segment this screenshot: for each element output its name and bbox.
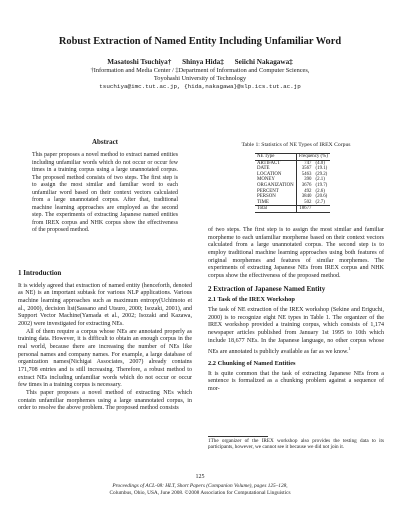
author-emails: tsuchiya@imc.tut.ac.jp, {hida,nakagawa}@slp.ics.tut.ac.jp bbox=[99, 83, 301, 90]
total-value: 18677 bbox=[296, 206, 313, 213]
abstract-text: This paper proposes a novel method to extract named entities including unfamiliar words which do not occur or occur few times in a training corpus using a large unannotated corpus. The proposed method consists of two steps. The first step is to assign the most similar and familiar word to each unfamiliar word based on their context vectors calculated from a large unannotated corpus. After that, traditional machine learning approaches are employed as the second step. The experiments of extracting Japanese named entities from IREX corpus and NHK corpus show the effectiveness of the proposed method. bbox=[32, 152, 178, 234]
ne-type-cell: LOCATION bbox=[255, 172, 296, 178]
table-total-row bbox=[255, 206, 330, 213]
percent-cell: (29.2) bbox=[315, 171, 328, 177]
percent-cell: (4.0) bbox=[315, 160, 325, 166]
header-frequency: Frequency (%) bbox=[296, 154, 330, 161]
frequency-cell: 3676 bbox=[301, 182, 312, 188]
ne-statistics-table bbox=[255, 153, 330, 213]
frequency-cell: 3840 bbox=[301, 194, 312, 200]
percent-cell: (20.6) bbox=[315, 194, 328, 200]
percent-cell: (2.1) bbox=[315, 177, 325, 183]
intro-heading: 1 Introduction bbox=[18, 269, 62, 277]
intro-continuation: of two steps. The first step is to assign the most similar and familiar morpheme to each unfamiliar morpheme based on their context vectors calculated from a large unannotated corpus. The second step is to employ traditional machine learning approaches using both features of original morphemes and features of similar morphemes. The experiments of extracting Japanese NEs from IREX corpus and NHK corpus show the effectiveness of the proposed method. bbox=[208, 227, 384, 279]
affiliation-block bbox=[20, 67, 380, 91]
frequency-cell: 3567 bbox=[301, 166, 312, 172]
proceedings-line: Proceedings of ACL-08: HLT, Short Papers (Companion Volume), pages 125–128, bbox=[112, 483, 288, 489]
ne-type-cell: PERCENT bbox=[255, 189, 296, 195]
frequency-cell: 747 bbox=[304, 160, 312, 166]
percent-cell: (19.1) bbox=[315, 166, 328, 172]
section-2-heading: 2 Extraction of Japanese Named Entity bbox=[208, 284, 326, 293]
page-number: 125 bbox=[195, 474, 205, 480]
subsection-2-2-text: It is quite common that the task of extracting Japanese NEs from a sentence is formalized as a chunking problem against a sequence of mor- bbox=[208, 370, 384, 392]
table-header-row bbox=[255, 154, 330, 161]
ne-type-cell: DATE bbox=[255, 166, 296, 172]
author-list: Masatoshi Tsuchiya† Shinya Hida‡ Seiichi Nakagawa‡ bbox=[107, 58, 293, 66]
intro-paragraph-1: It is widely agreed that extraction of named entity (henceforth, denoted as NE) is an important subtask for various NLP applications. Various machine learning approaches such as maximum entropy(Uchimoto et al., 2000), decision list(Sassano and Utsuro, 2000; Isozaki, 2001), and Support Vector Machine(Yamada et al., 2002; Isozaki and Kazawa, 2002) were investigated for extracting NEs. bbox=[18, 282, 192, 327]
footnote-marker: 1 bbox=[348, 346, 351, 352]
footnote-rule bbox=[208, 436, 268, 437]
percent-cell: (2.6) bbox=[315, 188, 325, 194]
percent-cell: (19.7) bbox=[315, 182, 328, 188]
university: Toyohashi University of Technology bbox=[153, 75, 247, 82]
proceedings-footer bbox=[0, 483, 400, 496]
frequency-cell: 5463 bbox=[301, 171, 312, 177]
subsection-2-2-heading: 2.2 Chunking of Named Entities bbox=[208, 359, 296, 367]
ne-type-cell: ORGANIZATION bbox=[255, 183, 296, 189]
total-label: Total bbox=[255, 206, 296, 213]
introduction-section bbox=[18, 270, 192, 413]
frequency-cell: 390 bbox=[304, 177, 312, 183]
table-row bbox=[255, 183, 330, 189]
frequency-cell: 502 bbox=[304, 199, 312, 205]
copyright-line: Columbus, Ohio, USA, June 2008. ©2008 Association for Computational Linguistics bbox=[109, 489, 291, 496]
affiliation: †Information and Media Center / ‡Department of Information and Computer Sciences, bbox=[90, 67, 310, 74]
right-column bbox=[208, 227, 384, 393]
ne-type-cell: PERSON bbox=[255, 194, 296, 200]
frequency-cell: 492 bbox=[304, 188, 312, 194]
header-ne-type: NE Type bbox=[255, 154, 296, 161]
total-spacer bbox=[314, 206, 330, 213]
table-caption: Table 1: Statistics of NE Types of IREX Corpus bbox=[241, 142, 351, 148]
ne-type-cell: MONEY bbox=[255, 177, 296, 183]
subsection-2-1-heading: 2.1 Task of the IREX Workshop bbox=[208, 296, 295, 304]
ne-type-cell: ARTIFACT bbox=[255, 160, 296, 166]
intro-paragraph-3: This paper proposes a novel method of extracting NEs which contain unfamiliar morphemes using a large unannotated corpus, in order to resolve the above problem. The proposed method consists bbox=[18, 389, 192, 412]
intro-paragraph-2: All of them require a corpus whose NEs are annotated properly as training data. However, it is difficult to obtain an enough corpus in the real world, because there are increasing the number of NEs like personal names and company names. For example, a large database of organization names(Nichigai Associates, 2007) already contains 171,708 entries and is still increasing. Therefore, a robust method to extract NEs including unfamiliar words which do not occur or occur few times in a training corpus is necessary. bbox=[18, 328, 192, 389]
paper-title: Robust Extraction of Named Entity Including Unfamiliar Word bbox=[58, 36, 342, 47]
abstract-heading: Abstract bbox=[91, 138, 119, 146]
ne-type-cell: TIME bbox=[255, 200, 296, 206]
footnote: 1The organizer of the IREX workshop also provides the testing data to its participants, however, we cannot see it because we did not join it. bbox=[208, 438, 384, 451]
percent-cell: (2.7) bbox=[315, 199, 325, 205]
subsection-2-1-text: The task of NE extraction of the IREX workshop (Sekine and Eriguchi, 2000) is to recognize eight NE types in Table 1. The organizer of the IREX workshop provided a training corpus, which consists of 1,174 newspaper articles published from January 1st 1995 to 10th which include 18,677 NEs. In the Japanese language, no other corpus whose NEs are annotated is publicly available as far as we know.$^1$ bbox=[208, 306, 384, 356]
